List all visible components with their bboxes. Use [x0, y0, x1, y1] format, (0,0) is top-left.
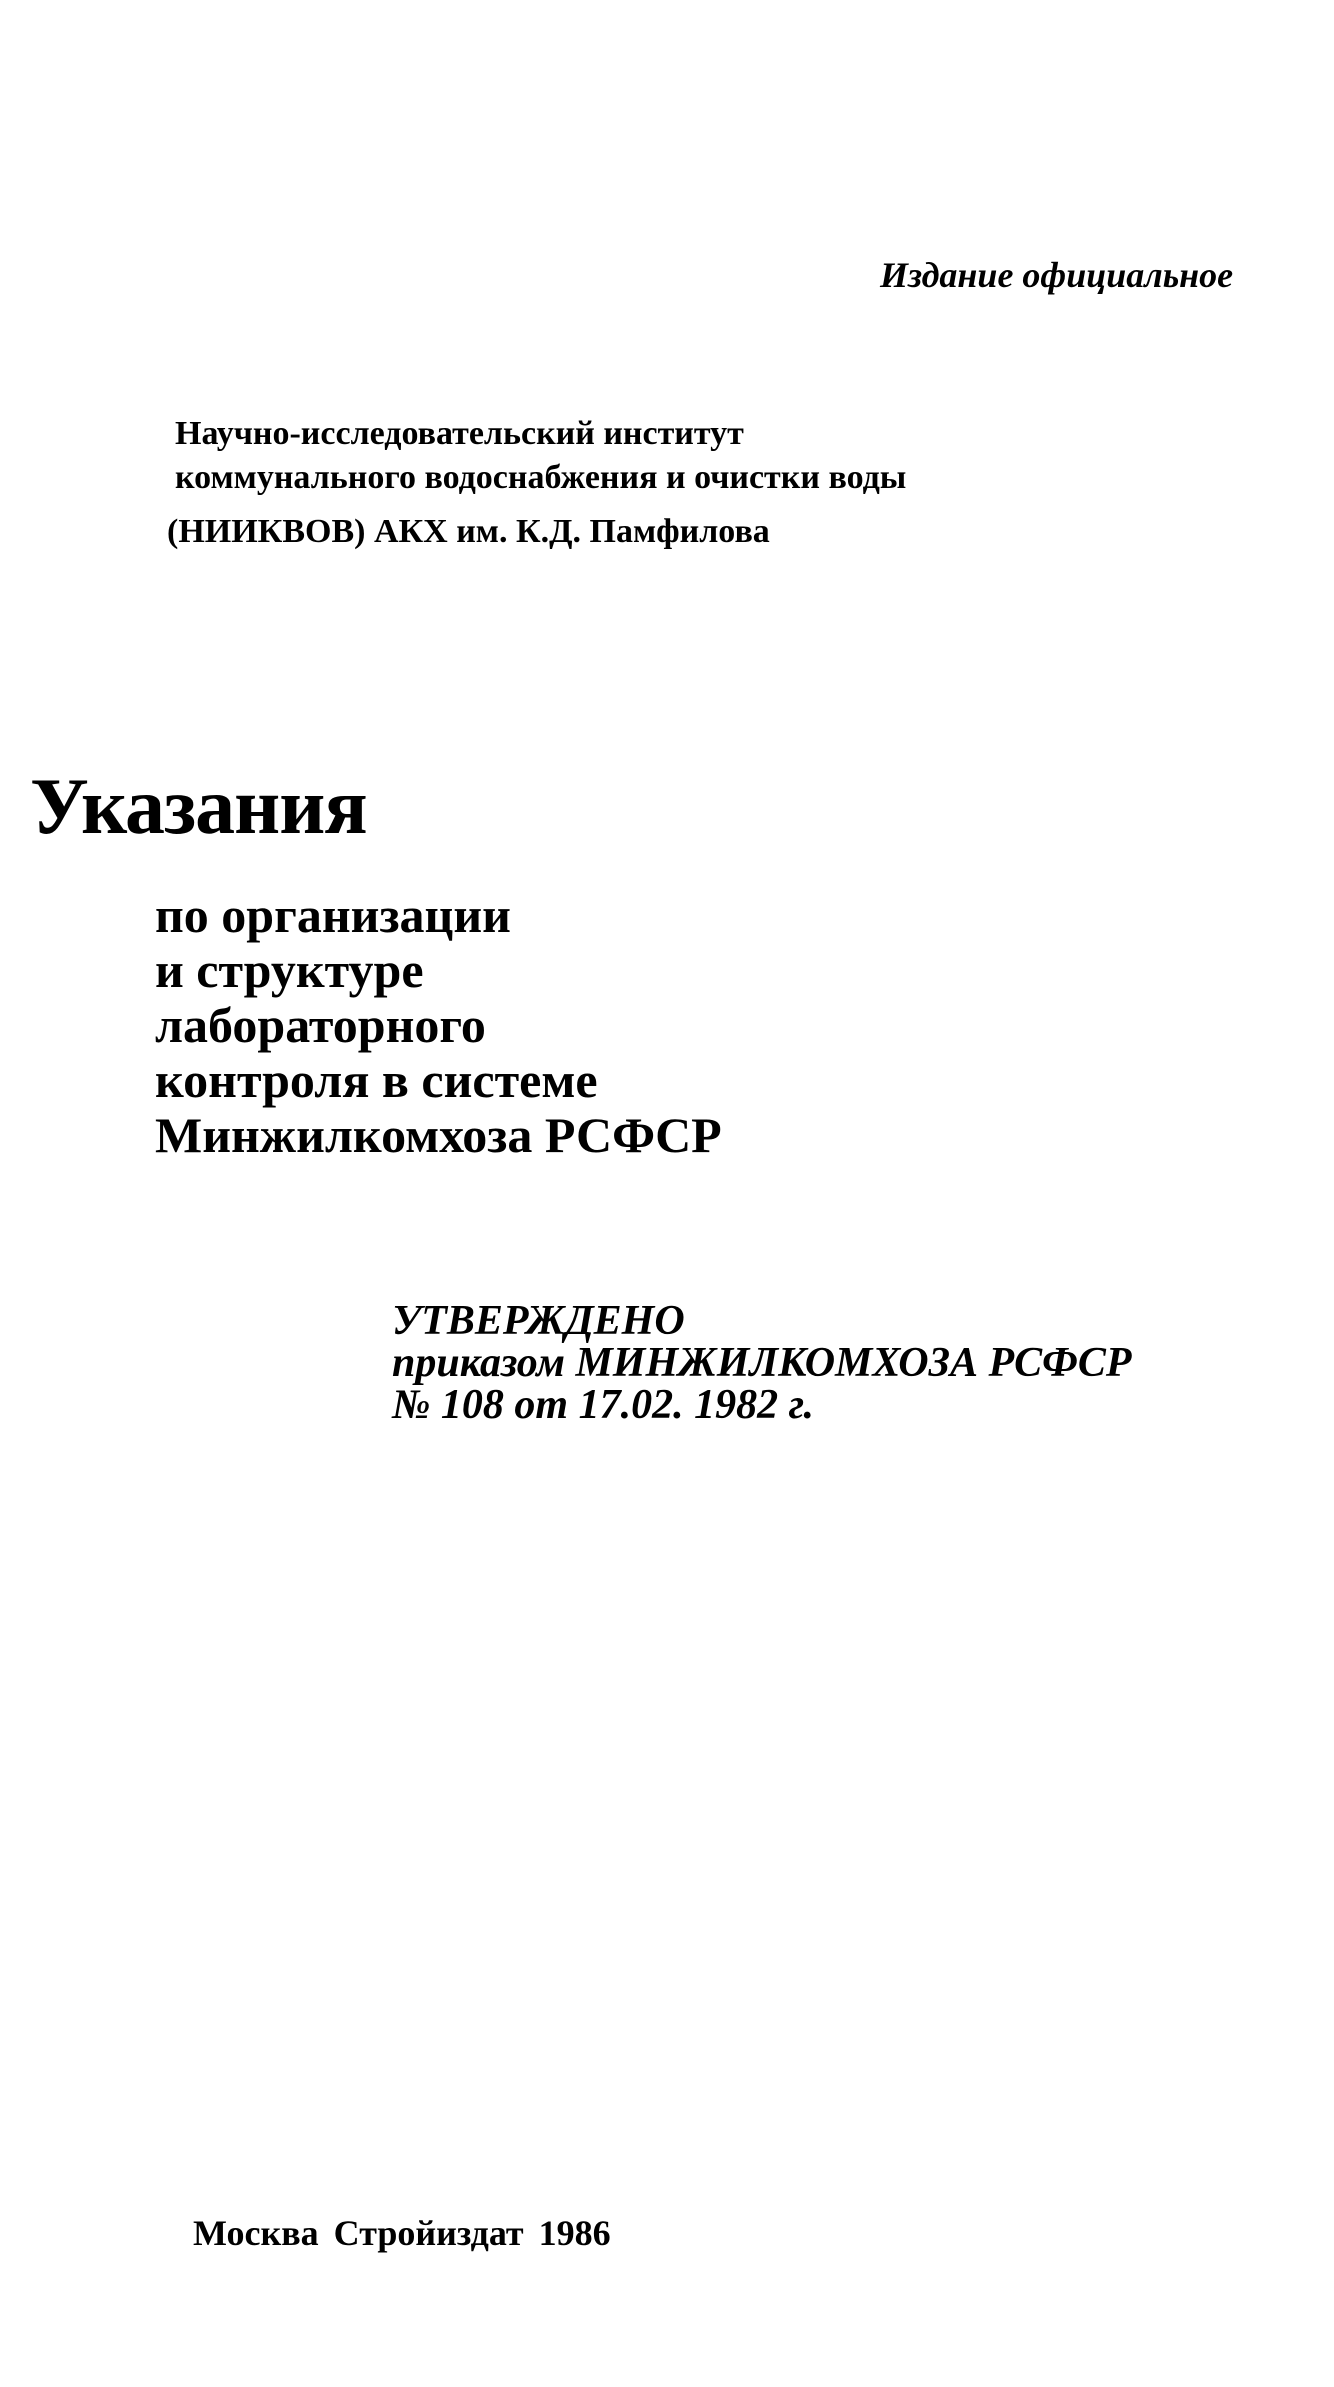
- subtitle-line: контроля в системе: [155, 1052, 598, 1108]
- subtitle-line: по организации: [155, 887, 511, 943]
- institute-line: (НИИКВОВ) АКХ им. К.Д. Памфилова: [167, 513, 770, 550]
- institute-line: коммунального водоснабжения и очистки воды: [175, 459, 907, 496]
- subtitle-line: лабораторного: [155, 997, 486, 1053]
- approval-block: [392, 1300, 1132, 1426]
- publisher-imprint: Москва Стройиздат 1986: [193, 2213, 611, 2253]
- approval-line: № 108 от 17.02. 1982 г.: [392, 1382, 815, 1428]
- edition-note: Издание официальное: [880, 255, 1234, 295]
- document-title: Указания: [30, 763, 367, 851]
- subtitle-line: и структуре: [155, 942, 424, 998]
- institute-line: Научно-исследовательский институт: [175, 415, 744, 452]
- subtitle-line: Минжилкомхоза РСФСР: [155, 1107, 722, 1163]
- approval-line: УТВЕРЖДЕНО: [392, 1298, 685, 1344]
- document-subtitle: [155, 888, 722, 1163]
- approval-line: приказом МИНЖИЛКОМХОЗА РСФСР: [392, 1340, 1132, 1386]
- institute-block: [167, 412, 907, 554]
